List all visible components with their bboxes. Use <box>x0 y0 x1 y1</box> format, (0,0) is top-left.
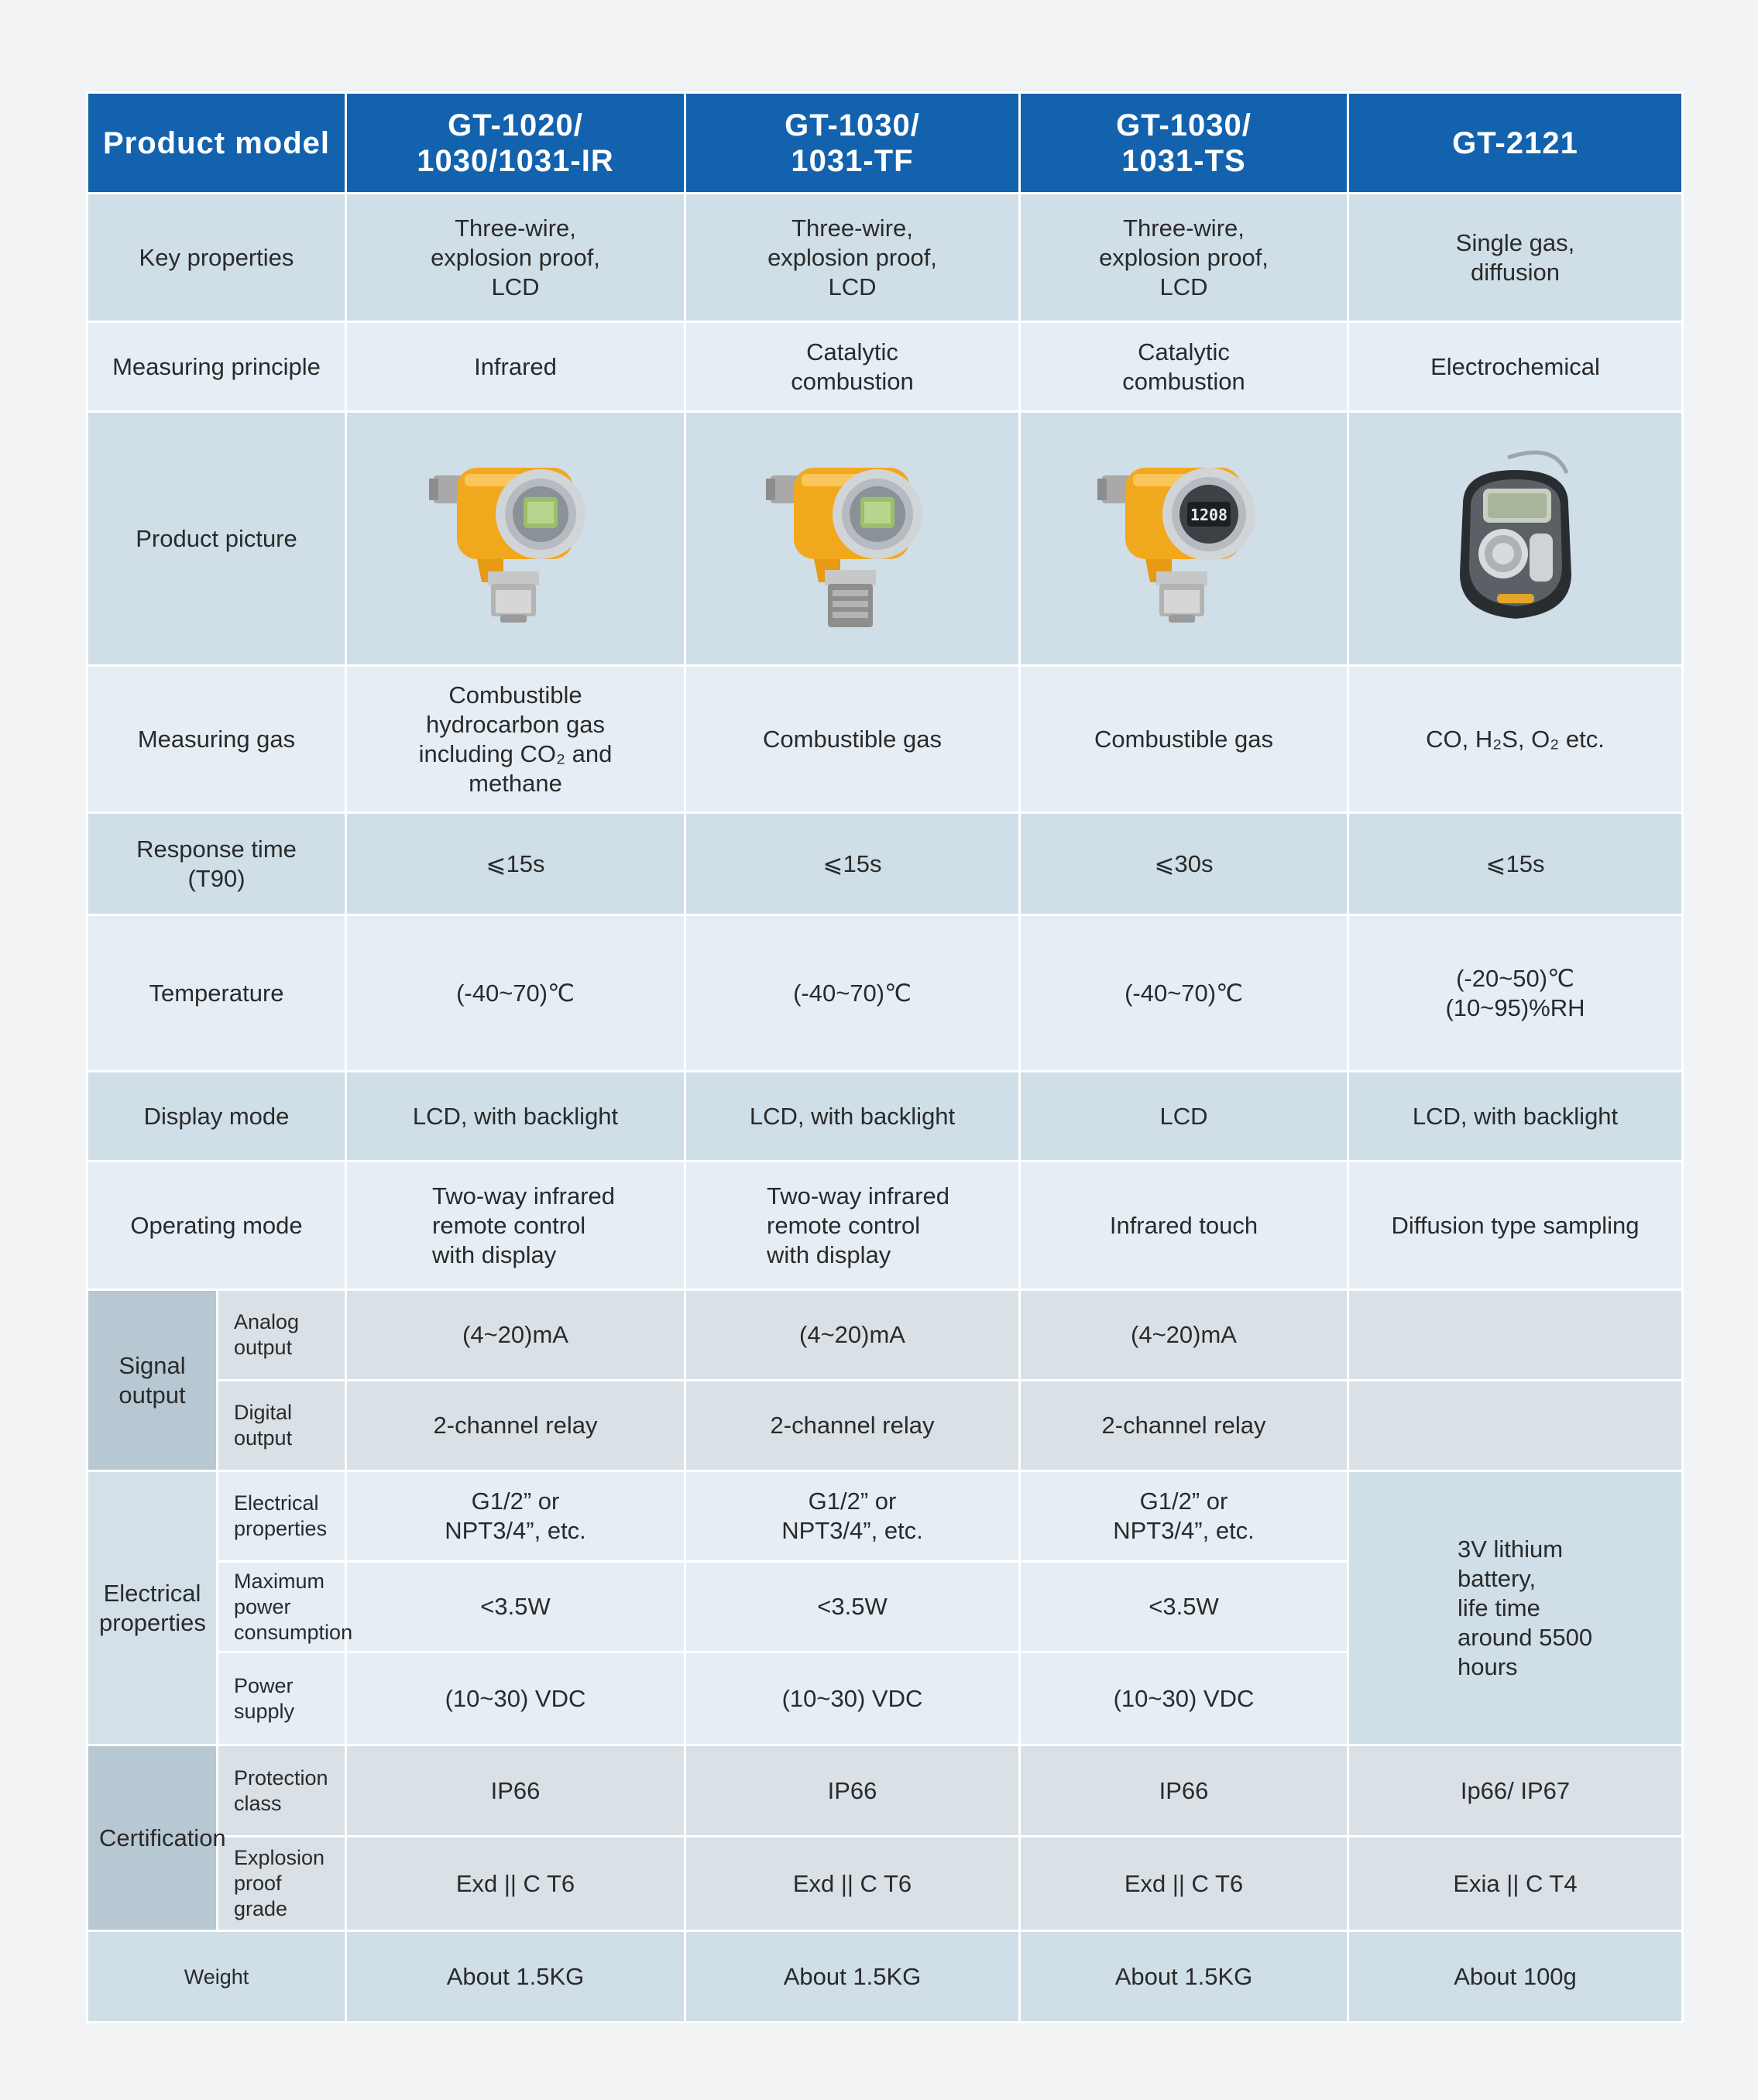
display-mode-row <box>88 1072 1683 1162</box>
measuring-principle-row <box>88 322 1683 412</box>
cell: About 1.5KG <box>1020 1931 1348 2023</box>
cell: (10~30) VDC <box>346 1652 685 1745</box>
cell: About 1.5KG <box>685 1931 1020 2023</box>
display-readout: 1208 <box>1190 505 1228 524</box>
battery-cell: 3V lithium battery, life time around 5500 hours <box>1348 1471 1683 1745</box>
cell: <3.5W <box>685 1562 1020 1652</box>
cell: (-40~70)℃ <box>685 915 1020 1072</box>
row-label: Response time (T90) <box>88 813 346 915</box>
row-label: Operating mode <box>88 1162 346 1290</box>
picture-cell <box>1348 412 1683 666</box>
certification-group: Certification <box>88 1745 218 1931</box>
row-label: Measuring gas <box>88 666 346 813</box>
cell: (10~30) VDC <box>685 1652 1020 1745</box>
cell <box>1348 1290 1683 1381</box>
cell: (4~20)mA <box>1020 1290 1348 1381</box>
picture-cell <box>346 412 685 666</box>
model-header: GT-1020/ 1030/1031-IR <box>346 93 685 194</box>
cell: ⩽15s <box>685 813 1020 915</box>
cell: G1/2” or NPT3/4”, etc. <box>685 1471 1020 1562</box>
cell: Three-wire, explosion proof, LCD <box>685 194 1020 322</box>
product-model-header: Product model <box>88 93 346 194</box>
sub-label: Digital output <box>218 1381 346 1471</box>
sub-label: Power supply <box>218 1652 346 1745</box>
picture-cell <box>685 412 1020 666</box>
cell: Combustible gas <box>685 666 1020 813</box>
cell: Three-wire, explosion proof, LCD <box>346 194 685 322</box>
row-label: Display mode <box>88 1072 346 1162</box>
row-label: Temperature <box>88 915 346 1072</box>
cell: Single gas, diffusion <box>1348 194 1683 322</box>
cell: 2-channel relay <box>346 1381 685 1471</box>
model-header: GT-2121 <box>1348 93 1683 194</box>
model-header: GT-1030/ 1031-TS <box>1020 93 1348 194</box>
cell: Ip66/ IP67 <box>1348 1745 1683 1837</box>
row-label: Weight <box>88 1931 346 2023</box>
cell: Three-wire, explosion proof, LCD <box>1020 194 1348 322</box>
sub-label: Protection class <box>218 1745 346 1837</box>
cell: <3.5W <box>1020 1562 1348 1652</box>
cell: (10~30) VDC <box>1020 1652 1348 1745</box>
cell: ⩽30s <box>1020 813 1348 915</box>
cell: 2-channel relay <box>685 1381 1020 1471</box>
response-time-row <box>88 813 1683 915</box>
cell: G1/2” or NPT3/4”, etc. <box>346 1471 685 1562</box>
cell: LCD <box>1020 1072 1348 1162</box>
row-label: Product picture <box>88 412 346 666</box>
cell: ⩽15s <box>1348 813 1683 915</box>
cell: Two-way infrared remote control with display <box>685 1162 1020 1290</box>
sub-label: Analog output <box>218 1290 346 1381</box>
analog-output-row <box>88 1290 1683 1381</box>
temperature-row <box>88 915 1683 1072</box>
measuring-gas-row <box>88 666 1683 813</box>
row-label: Measuring principle <box>88 322 346 412</box>
cell: ⩽15s <box>346 813 685 915</box>
cell: (-20~50)℃ (10~95)%RH <box>1348 915 1683 1072</box>
sub-label: Explosion proof grade <box>218 1837 346 1931</box>
cell: IP66 <box>346 1745 685 1837</box>
cell: Infrared touch <box>1020 1162 1348 1290</box>
cell: Exd || C T6 <box>1020 1837 1348 1931</box>
cell: LCD, with backlight <box>685 1072 1020 1162</box>
cell: CO, H₂S, O₂ etc. <box>1348 666 1683 813</box>
transmitter-tf-icon <box>760 446 946 632</box>
key-properties-row <box>88 194 1683 322</box>
cell: Exd || C T6 <box>346 1837 685 1931</box>
cell: Two-way infrared remote control with display <box>346 1162 685 1290</box>
cell: Catalytic combustion <box>685 322 1020 412</box>
cell: Exd || C T6 <box>685 1837 1020 1931</box>
electrical-properties-group: Electrical properties <box>88 1471 218 1745</box>
cell: (4~20)mA <box>346 1290 685 1381</box>
product-comparison-table <box>86 91 1684 2023</box>
cell: <3.5W <box>346 1562 685 1652</box>
cell: G1/2” or NPT3/4”, etc. <box>1020 1471 1348 1562</box>
transmitter-ts-icon <box>1091 446 1277 632</box>
operating-mode-row <box>88 1162 1683 1290</box>
product-picture-row <box>88 412 1683 666</box>
protection-class-row <box>88 1745 1683 1837</box>
cell: Electrochemical <box>1348 322 1683 412</box>
explosion-grade-row <box>88 1837 1683 1931</box>
picture-cell <box>1020 412 1348 666</box>
cell: (-40~70)℃ <box>1020 915 1348 1072</box>
cell <box>1348 1381 1683 1471</box>
cell: LCD, with backlight <box>346 1072 685 1162</box>
sub-label: Electrical properties <box>218 1471 346 1562</box>
cell: About 100g <box>1348 1931 1683 2023</box>
sub-label: Maximum power consumption <box>218 1562 346 1652</box>
cell: Exia || C T4 <box>1348 1837 1683 1931</box>
portable-detector-icon <box>1423 442 1609 636</box>
electrical-properties-row <box>88 1471 1683 1562</box>
weight-row <box>88 1931 1683 2023</box>
model-header: GT-1030/ 1031-TF <box>685 93 1020 194</box>
cell: Combustible hydrocarbon gas including CO₂ and methane <box>346 666 685 813</box>
cell: (-40~70)℃ <box>346 915 685 1072</box>
cell: Combustible gas <box>1020 666 1348 813</box>
cell: About 1.5KG <box>346 1931 685 2023</box>
cell: Catalytic combustion <box>1020 322 1348 412</box>
cell: 2-channel relay <box>1020 1381 1348 1471</box>
cell: (4~20)mA <box>685 1290 1020 1381</box>
cell: IP66 <box>685 1745 1020 1837</box>
cell: Diffusion type sampling <box>1348 1162 1683 1290</box>
transmitter-ir-icon <box>423 446 609 632</box>
cell: LCD, with backlight <box>1348 1072 1683 1162</box>
header-row <box>88 93 1683 194</box>
digital-output-row <box>88 1381 1683 1471</box>
cell: Infrared <box>346 322 685 412</box>
cell: IP66 <box>1020 1745 1348 1837</box>
row-label: Key properties <box>88 194 346 322</box>
signal-output-group: Signal output <box>88 1290 218 1471</box>
